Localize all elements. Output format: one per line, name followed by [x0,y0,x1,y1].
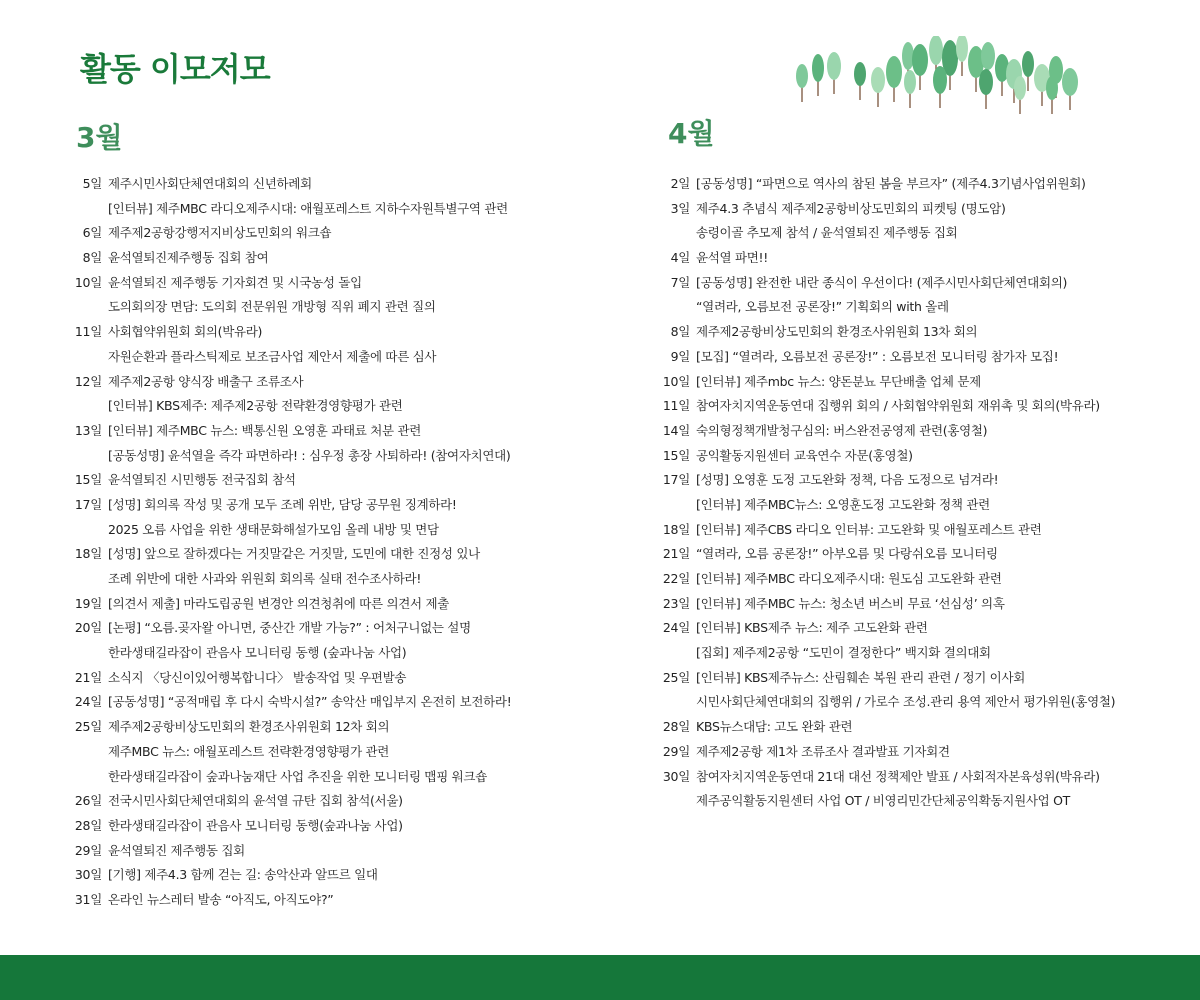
month-heading-april: 4월 [668,117,715,150]
activity-entry [70,542,590,591]
tree-crown [979,69,993,95]
activity-day: 19일 [74,595,102,611]
activity-day: 30일 [74,867,102,883]
tree-crown [812,54,824,82]
activity-entry [658,740,1188,765]
activity-entry [70,493,590,542]
activity-entry [70,863,590,888]
activity-text: [의견서 제출] 마라도립공원 변경안 의견청취에 따른 의견서 제출 [108,595,450,611]
activity-entry [658,197,1188,246]
activity-text: [인터뷰] 제주MBC 뉴스: 백통신원 오영훈 과태료 처분 관련 [108,422,422,438]
tree-crown [796,64,808,88]
activity-entry [70,271,590,320]
activity-text: [논평] “오름.곶자왈 아니면, 중산간 개발 가능?” : 어처구니없는 설명 [108,620,471,636]
activity-day: 12일 [74,373,102,389]
activity-day: 17일 [662,472,690,488]
activity-entry [70,320,590,369]
activity-text: [공동성명] “파면으로 역사의 참된 봄을 부르자” (제주4.3기념사업위원회) [696,176,1086,191]
activity-day: 13일 [74,422,102,438]
activity-day: 22일 [662,571,690,586]
tree-crown [854,62,866,86]
activity-day: 4일 [670,250,690,266]
activity-text: [인터뷰] KBS제주 뉴스: 제주 고도완화 관련 [696,620,928,636]
tree-crown [1022,51,1034,77]
activity-entry [658,444,1188,469]
activity-day: 25일 [662,669,690,685]
activity-text: 숙의형정책개발청구심의: 버스완전공영제 관련(홍영철) [696,422,988,438]
tree-crown [904,70,916,94]
activity-entry [658,765,1188,814]
activity-entry [70,789,590,814]
tree-crown [1046,76,1058,100]
activity-text: [성명] 오영훈 도정 고도완화 정책, 다음 도정으로 넘겨라! [696,472,999,488]
tree-crown [912,44,928,76]
activity-text: [인터뷰] 제주MBC 라디오제주시대: 원도심 고도완화 관련 [696,571,1002,586]
activity-text: “열려라, 오름보전 공론장!” 기획회의 with 올레 [696,299,949,315]
activity-text: [집회] 제주제2공항 “도민이 결정한다” 백지화 결의대회 [696,645,991,661]
activity-text: 한라생태길라잡이 숲과나눔재단 사업 추진을 위한 모니터링 맵핑 워크숍 [108,768,487,784]
activity-text: 제주제2공항 제1차 조류조사 결과발표 기자회견 [696,743,950,759]
activity-day: 31일 [74,891,102,907]
activity-text: 2025 오름 사업을 위한 생태문화해설가모임 올레 내방 및 면담 [108,521,439,537]
activity-text: [공동성명] 완전한 내란 종식이 우선이다! (제주시민사회단체연대회의) [696,274,1068,290]
page-title: 활동 이모저모 [80,50,270,88]
activity-entry [658,394,1188,419]
march-activity-list [70,172,590,913]
footer-bar [0,955,1200,1000]
activity-text: 윤석열퇴진제주행동 집회 참여 [108,250,269,266]
activity-text: 윤석열퇴진 시민행동 전국집회 참석 [108,472,296,488]
activity-entry [658,567,1188,592]
activity-text: 한라생태길라잡이 관음사 모니터링 동행 (숲과나눔 사업) [108,645,407,661]
activity-entry [70,839,590,864]
activity-entry [658,616,1188,665]
activity-day: 21일 [74,669,102,685]
activity-day: 20일 [74,620,102,636]
activity-day: 26일 [74,793,102,809]
activity-text: 공익활동지원센터 교육연수 자문(홍영철) [696,447,913,463]
activity-entry [70,592,590,617]
activity-entry [70,172,590,221]
activity-text: 제주제2공항강행저지비상도민회의 워크숍 [108,225,332,241]
activity-entry [70,666,590,691]
activity-day: 25일 [74,719,102,735]
activity-text: 제주4.3 추념식 제주제2공항비상도민회의 피켓팅 (명도암) [696,200,1006,216]
activity-day: 10일 [662,373,690,389]
activity-text: [인터뷰] 제주MBC 라디오제주시대: 애월포레스트 지하수자원특별구역 관련 [108,200,508,216]
tree-crown [1014,76,1026,100]
activity-entry [70,616,590,665]
activity-text: [인터뷰] KBS제주: 제주제2공항 전략환경영향평가 관련 [108,398,403,414]
activity-text: 제주제2공항비상도민회의 환경조사위원회 13차 회의 [696,324,978,340]
activity-day: 9일 [670,348,690,364]
activity-entry [70,221,590,246]
activity-text: 송령이골 추모제 참석 / 윤석열퇴진 제주행동 집회 [696,225,958,241]
activity-day: 7일 [670,274,690,290]
activity-text: [인터뷰] 제주MBC 뉴스: 청소년 버스비 무료 ‘선심성’ 의혹 [696,595,1005,611]
activity-entry [658,370,1188,395]
activity-day: 3일 [670,200,690,216]
activity-text: 윤석열퇴진 제주행동 집회 [108,842,245,858]
activity-day: 8일 [82,250,102,266]
activity-day: 17일 [74,496,102,512]
activity-entry [658,419,1188,444]
activity-text: 자원순환과 플라스틱제로 보조금사업 제안서 제출에 따른 심사 [108,348,437,364]
activity-day: 8일 [670,324,690,340]
activity-day: 14일 [662,422,690,438]
activity-text: [모집] “열려라, 오름보전 공론장!” : 오름보전 모니터링 참가자 모집! [696,348,1059,364]
activity-day: 6일 [82,225,102,241]
tree-crown [933,66,947,94]
activity-day: 10일 [74,274,102,290]
trees-illustration-icon [790,36,1090,126]
activity-text: 제주시민사회단체연대회의 신년하례회 [108,176,312,191]
activity-text: 참여자치지역운동연대 집행위 회의 / 사회협약위원회 재위촉 및 회의(박유라) [696,398,1100,414]
activity-text: [인터뷰] 제주CBS 라디오 인터뷰: 고도완화 및 애월포레스트 관련 [696,521,1042,537]
tree-crown [902,42,914,70]
activity-text: 제주제2공항비상도민회의 환경조사위원회 12차 회의 [108,719,390,735]
activity-text: 참여자치지역운동연대 21대 대선 정책제안 발표 / 사회적자본육성위(박유라) [696,768,1100,784]
activity-text: 도의회의장 면담: 도의회 전문위원 개방형 직위 폐지 관련 질의 [108,299,436,315]
activity-text: 사회협약위원회 회의(박유라) [108,324,263,340]
activity-day: 11일 [662,398,690,414]
activity-text: 조례 위반에 대한 사과와 위원회 회의록 실태 전수조사하라! [108,571,422,586]
activity-entry [658,518,1188,543]
activity-entry [658,345,1188,370]
activity-entry [70,419,590,468]
activity-text: 전국시민사회단체연대회의 윤석열 규탄 집회 참석(서울) [108,793,403,809]
activity-day: 2일 [670,176,690,191]
activity-entry [658,271,1188,320]
activity-text: 소식지 〈당신이있어행복합니다〉 발송작업 및 우편발송 [108,669,407,685]
activity-text: [성명] 회의록 작성 및 공개 모두 조례 위반, 담당 공무원 징계하라! [108,496,457,512]
activity-entry [70,715,590,789]
activity-text: 제주공익활동지원센터 사업 OT / 비영리민간단체공익확동지원사업 OT [696,793,1070,809]
activity-text: 윤석열 파면!! [696,250,768,266]
activity-day: 11일 [74,324,102,340]
activity-entry [658,320,1188,345]
activity-text: 제주제2공항 양식장 배출구 조류조사 [108,373,304,389]
activity-text: [기행] 제주4.3 함께 걷는 길: 송악산과 알뜨르 일대 [108,867,378,883]
activity-text: 한라생태길라잡이 관음사 모니터링 동행(숲과나눔 사업) [108,817,403,833]
activity-entry [70,246,590,271]
activity-entry [658,246,1188,271]
activity-day: 21일 [662,546,690,562]
tree-crown [886,56,902,88]
activity-day: 5일 [82,176,102,191]
tree-crown [827,52,841,80]
activity-entry [658,172,1188,197]
activity-day: 28일 [662,719,690,735]
activity-text: [인터뷰] KBS제주뉴스: 산림훼손 복원 관리 관련 / 정기 이사회 [696,669,1026,685]
activity-entry [70,468,590,493]
activity-day: 15일 [74,472,102,488]
activity-day: 29일 [662,743,690,759]
activity-entry [658,666,1188,715]
activity-entry [70,690,590,715]
activity-entry [658,468,1188,517]
activity-text: [인터뷰] 제주mbc 뉴스: 양돈분뇨 무단배출 업체 문제 [696,373,981,389]
activity-entry [70,888,590,913]
activity-day: 29일 [74,842,102,858]
activity-text: 제주MBC 뉴스: 애월포레스트 전략환경영향평가 관련 [108,743,390,759]
tree-crown [981,42,995,70]
april-activity-list [658,172,1188,814]
activity-text: [인터뷰] 제주MBC뉴스: 오영훈도정 고도완화 정책 관련 [696,496,990,512]
activity-text: 윤석열퇴진 제주행동 기자회견 및 시국농성 돌입 [108,274,362,290]
activity-text: 시민사회단체연대회의 집행위 / 가로수 조성.관리 용역 제안서 평가위원(홍영철) [696,694,1116,710]
month-heading-march: 3월 [76,121,123,154]
activity-day: 18일 [74,546,102,562]
activity-day: 30일 [662,768,690,784]
activity-day: 18일 [662,521,690,537]
activity-text: [성명] 앞으로 잘하겠다는 거짓말같은 거짓말, 도민에 대한 진정성 있나 [108,546,480,562]
activity-day: 24일 [74,694,102,710]
activity-text: 온라인 뉴스레터 발송 “아직도, 아직도야?” [108,891,334,907]
tree-crown [871,67,885,93]
tree-crown [1062,68,1078,96]
activity-entry [658,592,1188,617]
activity-text: KBS뉴스대담: 고도 완화 관련 [696,719,853,735]
activity-entry [70,370,590,419]
activity-entry [658,542,1188,567]
activity-entry [658,715,1188,740]
activity-text: [공동성명] “공적매립 후 다시 숙박시설?” 송악산 매입부지 온전히 보전하라! [108,694,512,710]
activity-day: 28일 [74,817,102,833]
activity-day: 23일 [662,595,690,611]
activity-entry [70,814,590,839]
activity-text: [공동성명] 윤석열을 즉각 파면하라! : 심우정 총장 사퇴하라! (참여자치연대) [108,447,511,463]
activity-text: “열려라, 오름 공론장!” 아부오름 및 다랑쉬오름 모니터링 [696,546,998,562]
tree-crown [929,36,943,65]
activity-day: 24일 [662,620,690,636]
activity-day: 15일 [662,447,690,463]
